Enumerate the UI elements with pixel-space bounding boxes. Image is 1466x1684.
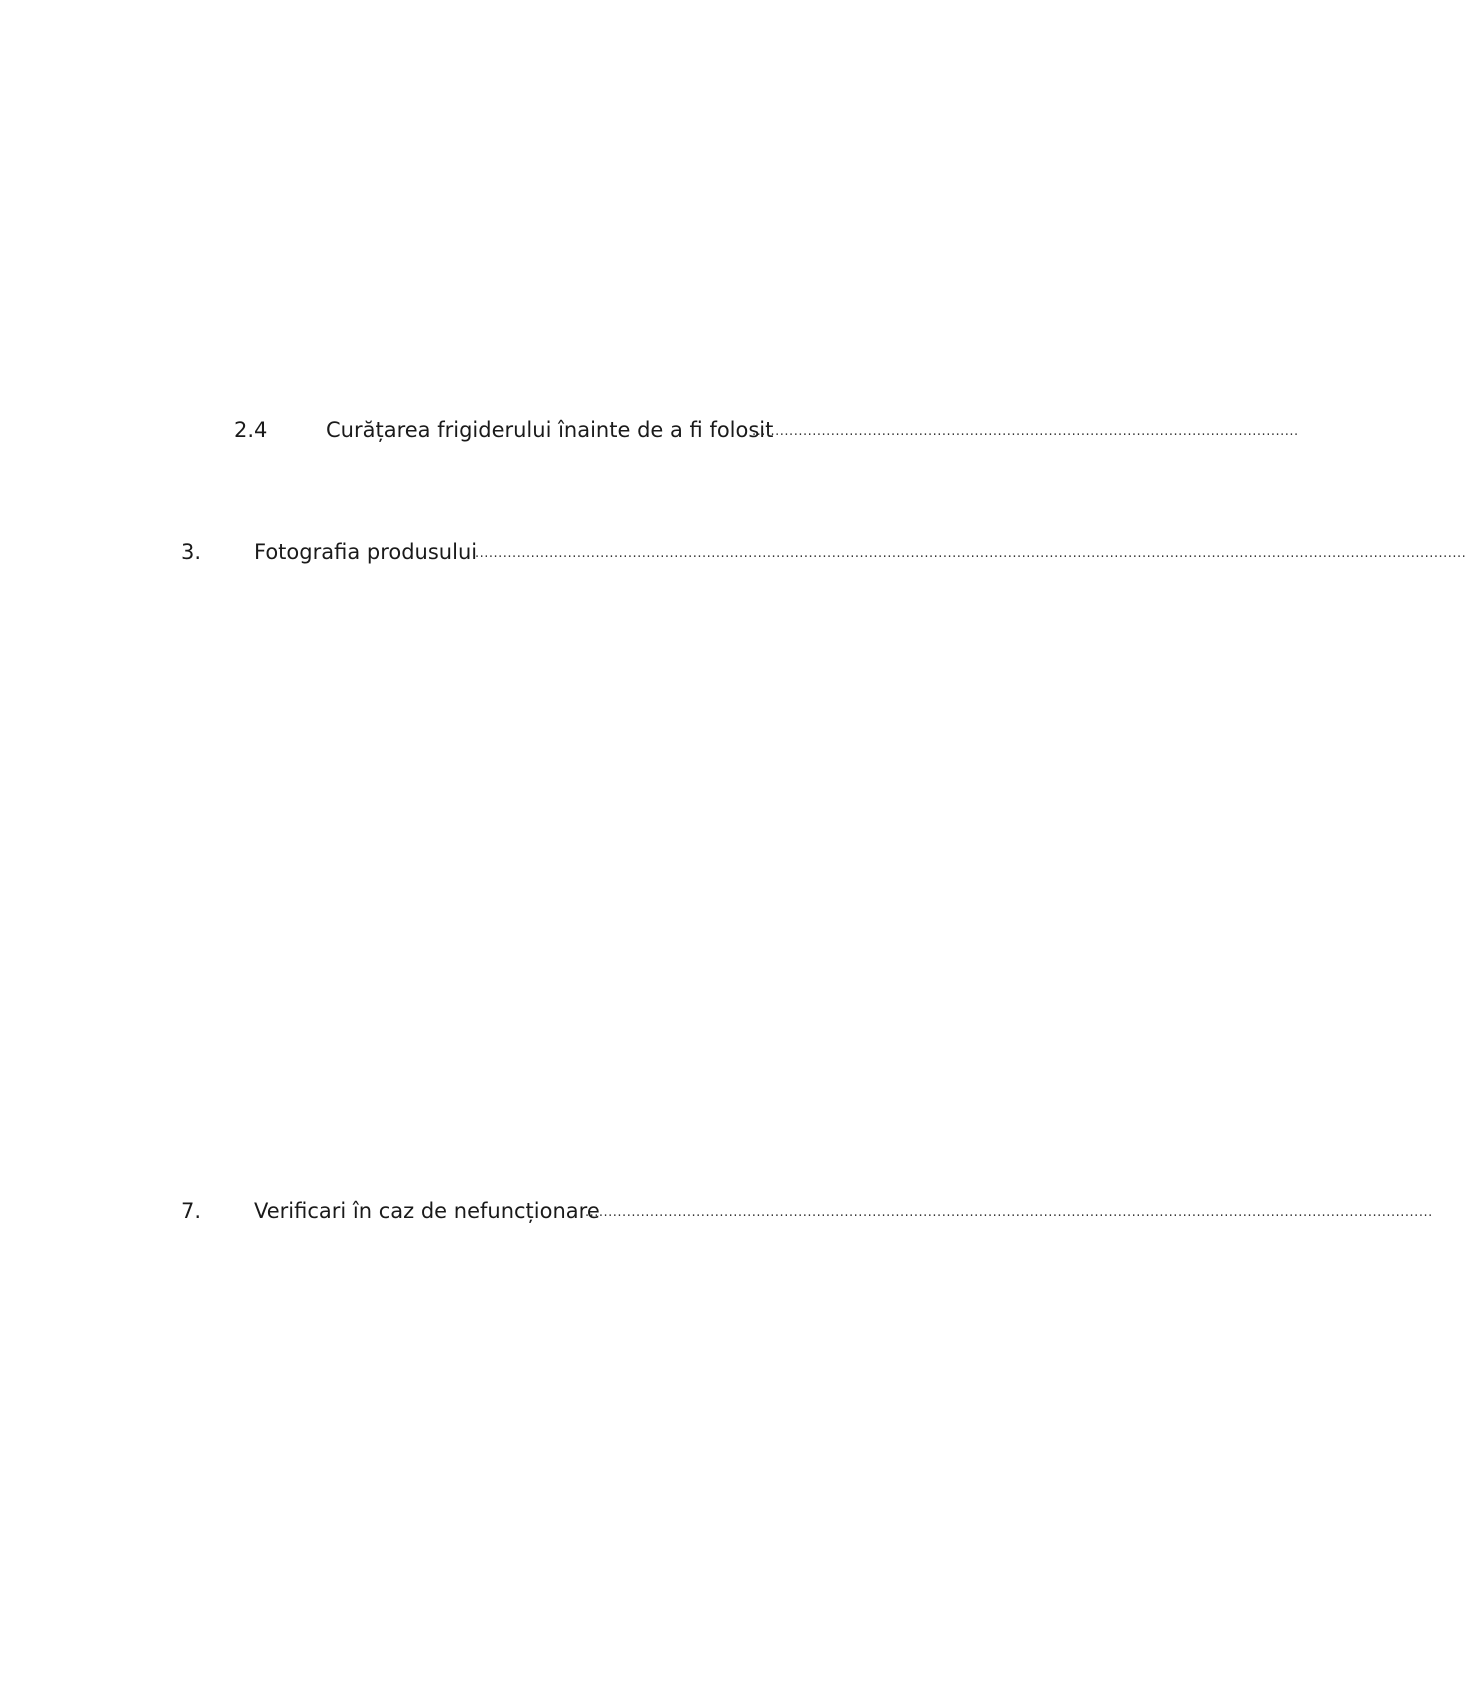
toc-dot-leader: ......................................................................................................................................................................................................................	[475, 546, 1466, 561]
toc-dot-leader: .......................................................................................................................................................................................	[585, 1205, 1433, 1220]
toc-entry-7[interactable]	[181, 1195, 1433, 1227]
toc-entry-2-4[interactable]	[234, 414, 1299, 446]
toc-entry-number: 2.4	[234, 418, 268, 442]
toc-entry-3[interactable]	[181, 536, 1466, 568]
toc-entry-number: 3.	[181, 540, 202, 564]
toc-entry-title: Fotografia produsului	[254, 540, 478, 564]
toc-dot-leader: ......................................................................................................................	[752, 424, 1299, 439]
toc-entry-title: Curățarea frigiderului înainte de a fi folosit	[326, 418, 774, 442]
toc-entry-title: Verificari în caz de nefuncționare	[254, 1199, 600, 1223]
toc-entry-number: 7.	[181, 1199, 202, 1223]
